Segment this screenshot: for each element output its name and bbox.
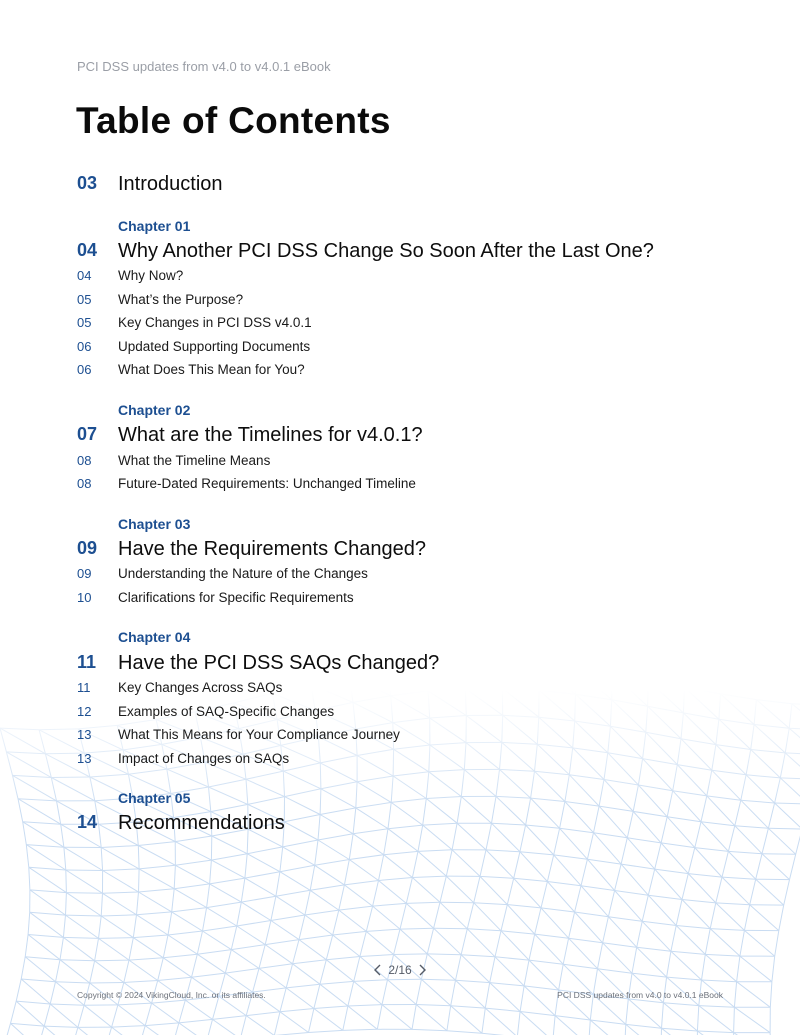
entry-title: Understanding the Nature of the Changes (118, 566, 368, 581)
pagination (0, 962, 800, 977)
page-number: 05 (77, 292, 92, 307)
page-number: 06 (77, 362, 92, 377)
entry-title: Clarifications for Specific Requirements (118, 590, 354, 605)
page-number: 13 (77, 727, 92, 742)
chevron-left-icon[interactable] (371, 963, 385, 977)
entry-title: Have the Requirements Changed? (118, 538, 426, 560)
page-number: 03 (77, 173, 98, 193)
entry-title: Examples of SAQ-Specific Changes (118, 704, 335, 719)
page-title: Table of Contents (76, 100, 391, 141)
entry-title: Why Another PCI DSS Change So Soon After the Last One? (118, 240, 654, 262)
footer-doc-title: PCI DSS updates from v4.0 to v4.0.1 eBook (557, 990, 723, 1000)
entry-title: Have the PCI DSS SAQs Changed? (118, 652, 440, 674)
entry-title: What are the Timelines for v4.0.1? (118, 424, 423, 446)
page-number: 04 (77, 268, 92, 283)
entry-title: Introduction (118, 173, 223, 195)
entry-title: What’s the Purpose? (118, 292, 244, 307)
page-number: 05 (77, 315, 92, 330)
entry-title: Key Changes in PCI DSS v4.0.1 (118, 315, 312, 330)
footer-copyright: Copyright © 2024 VikingCloud, Inc. or its affiliates. (77, 990, 266, 1000)
entry-title: Why Now? (118, 268, 184, 283)
entry-title: What the Timeline Means (118, 453, 271, 468)
chapter-label: Chapter 03 (118, 516, 191, 532)
chevron-right-icon[interactable] (415, 963, 429, 977)
chapter-label: Chapter 01 (118, 218, 191, 234)
chapter-label: Chapter 05 (118, 790, 191, 806)
page-number: 10 (77, 590, 92, 605)
running-header: PCI DSS updates from v4.0 to v4.0.1 eBook (77, 59, 331, 74)
page-number: 11 (77, 680, 91, 695)
entry-title: What Does This Mean for You? (118, 362, 305, 377)
chapter-label: Chapter 02 (118, 402, 191, 418)
page-number: 14 (77, 812, 98, 832)
page-number: 08 (77, 476, 92, 491)
entry-title: Key Changes Across SAQs (118, 680, 283, 695)
page-number: 08 (77, 453, 92, 468)
entry-title: Impact of Changes on SAQs (118, 751, 290, 766)
page-number: 06 (77, 339, 92, 354)
page-number: 12 (77, 704, 92, 719)
page-number: 13 (77, 751, 92, 766)
entry-title: Future-Dated Requirements: Unchanged Timeline (118, 476, 416, 491)
page-number: 09 (77, 566, 92, 581)
page-indicator: 2/16 (388, 962, 412, 977)
entry-title: Recommendations (118, 812, 285, 834)
page-number: 07 (77, 424, 98, 444)
page-number: 04 (77, 240, 98, 260)
chapter-label: Chapter 04 (118, 629, 191, 645)
entry-title: What This Means for Your Compliance Journey (118, 727, 400, 742)
entry-title: Updated Supporting Documents (118, 339, 311, 354)
page-number: 11 (77, 652, 97, 672)
page-number: 09 (77, 538, 98, 558)
